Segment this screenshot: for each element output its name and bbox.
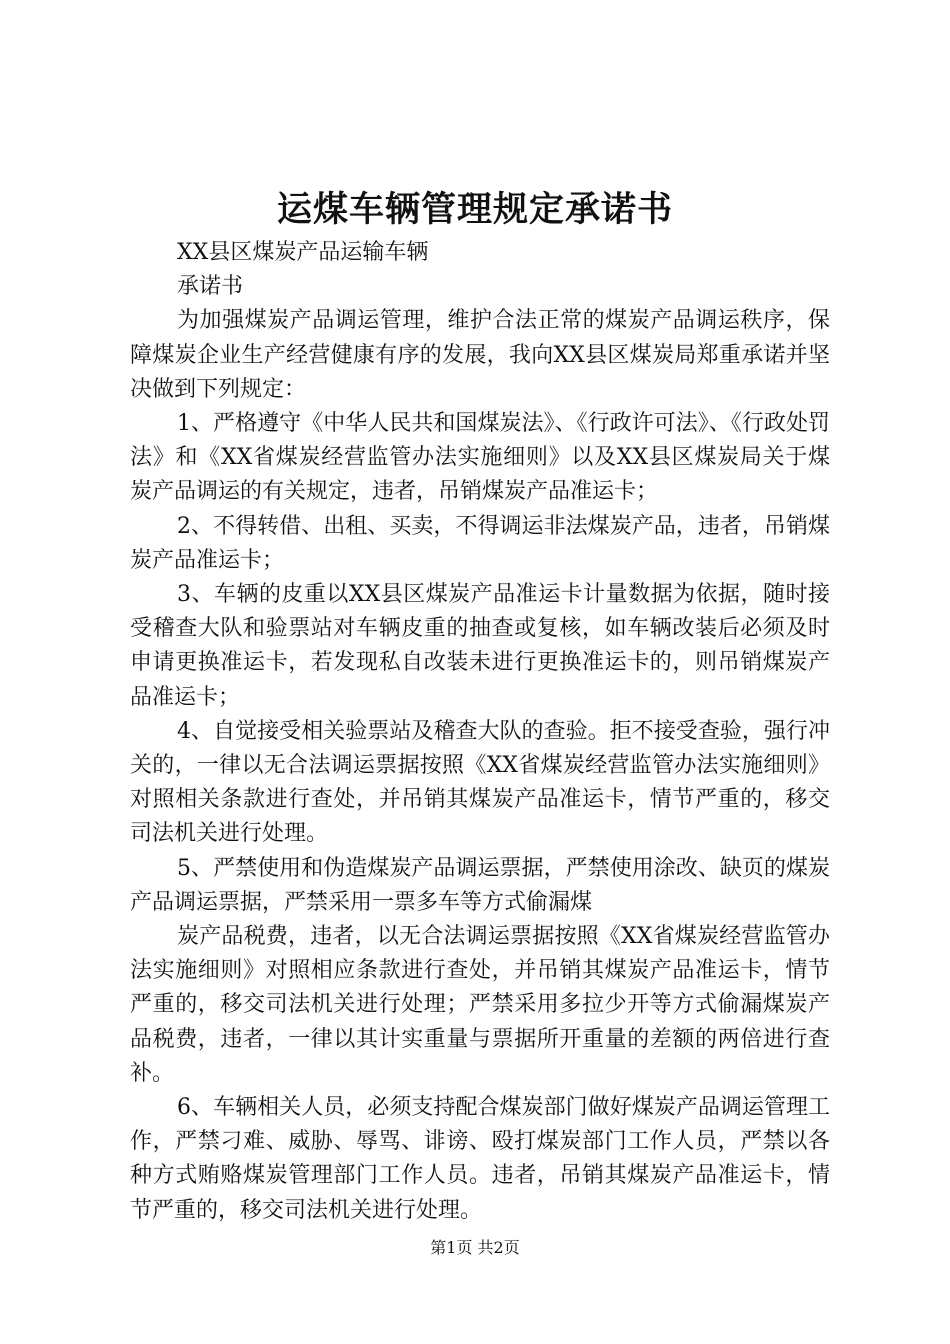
- paragraph-rule-5: 5、严禁使用和伪造煤炭产品调运票据，严禁使用涂改、缺页的煤炭产品调运票据，严禁采用一票多车等方式偷漏煤: [130, 855, 830, 915]
- paragraph-rule-2: 2、不得转借、出租、买卖，不得调运非法煤炭产品，违者，吊销煤炭产品准运卡；: [130, 513, 830, 573]
- paragraph-rule-5-continued: 炭产品税费，违者，以无合法调运票据按照《XX省煤炭经营监管办法实施细则》对照相应条款进行查处，并吊销其煤炭产品准运卡，情节严重的，移交司法机关进行处理；严禁采用多拉少开等方式偷漏煤炭产品税费，违者，一律以其计实重量与票据所开重量的差额的两倍进行查补。: [130, 924, 830, 1086]
- paragraph-rule-4: 4、自觉接受相关验票站及稽查大队的查验。拒不接受查验，强行冲关的，一律以无合法调运票据按照《XX省煤炭经营监管办法实施细则》对照相关条款进行查处，并吊销其煤炭产品准运卡，情节严重的，移交司法机关进行处理。: [130, 718, 830, 847]
- header-line-unit: XX县区煤炭产品运输车辆: [177, 240, 429, 265]
- document-body: [130, 236, 830, 1228]
- paragraph-rule-1: 1、严格遵守《中华人民共和国煤炭法》、《行政许可法》、《行政处罚法》和《XX省煤炭经营监管办法实施细则》以及XX县区煤炭局关于煤炭产品调运的有关规定，违者，吊销煤炭产品准运卡；: [130, 411, 830, 505]
- paragraph-intro: 为加强煤炭产品调运管理，维护合法正常的煤炭产品调运秩序，保障煤炭企业生产经营健康有序的发展，我向XX县区煤炭局郑重承诺并坚决做到下列规定：: [130, 308, 830, 402]
- header-line-doc-type: 承诺书: [177, 274, 244, 300]
- page-number-footer: 第1页 共2页: [430, 1238, 520, 1257]
- document-title: 运煤车辆管理规定承诺书: [276, 190, 673, 230]
- paragraph-rule-6: 6、车辆相关人员，必须支持配合煤炭部门做好煤炭产品调运管理工作，严禁刁难、威胁、辱骂、诽谤、殴打煤炭部门工作人员，严禁以各种方式贿赂煤炭管理部门工作人员。违者，吊销其煤炭产品准运卡，情节严重的，移交司法机关进行处理。: [130, 1095, 830, 1223]
- paragraph-rule-3: 3、车辆的皮重以XX县区煤炭产品准运卡计量数据为依据，随时接受稽查大队和验票站对车辆皮重的抽查或复核，如车辆改装后必须及时申请更换准运卡，若发现私自改装未进行更换准运卡的，则吊销煤炭产品准运卡；: [130, 582, 830, 710]
